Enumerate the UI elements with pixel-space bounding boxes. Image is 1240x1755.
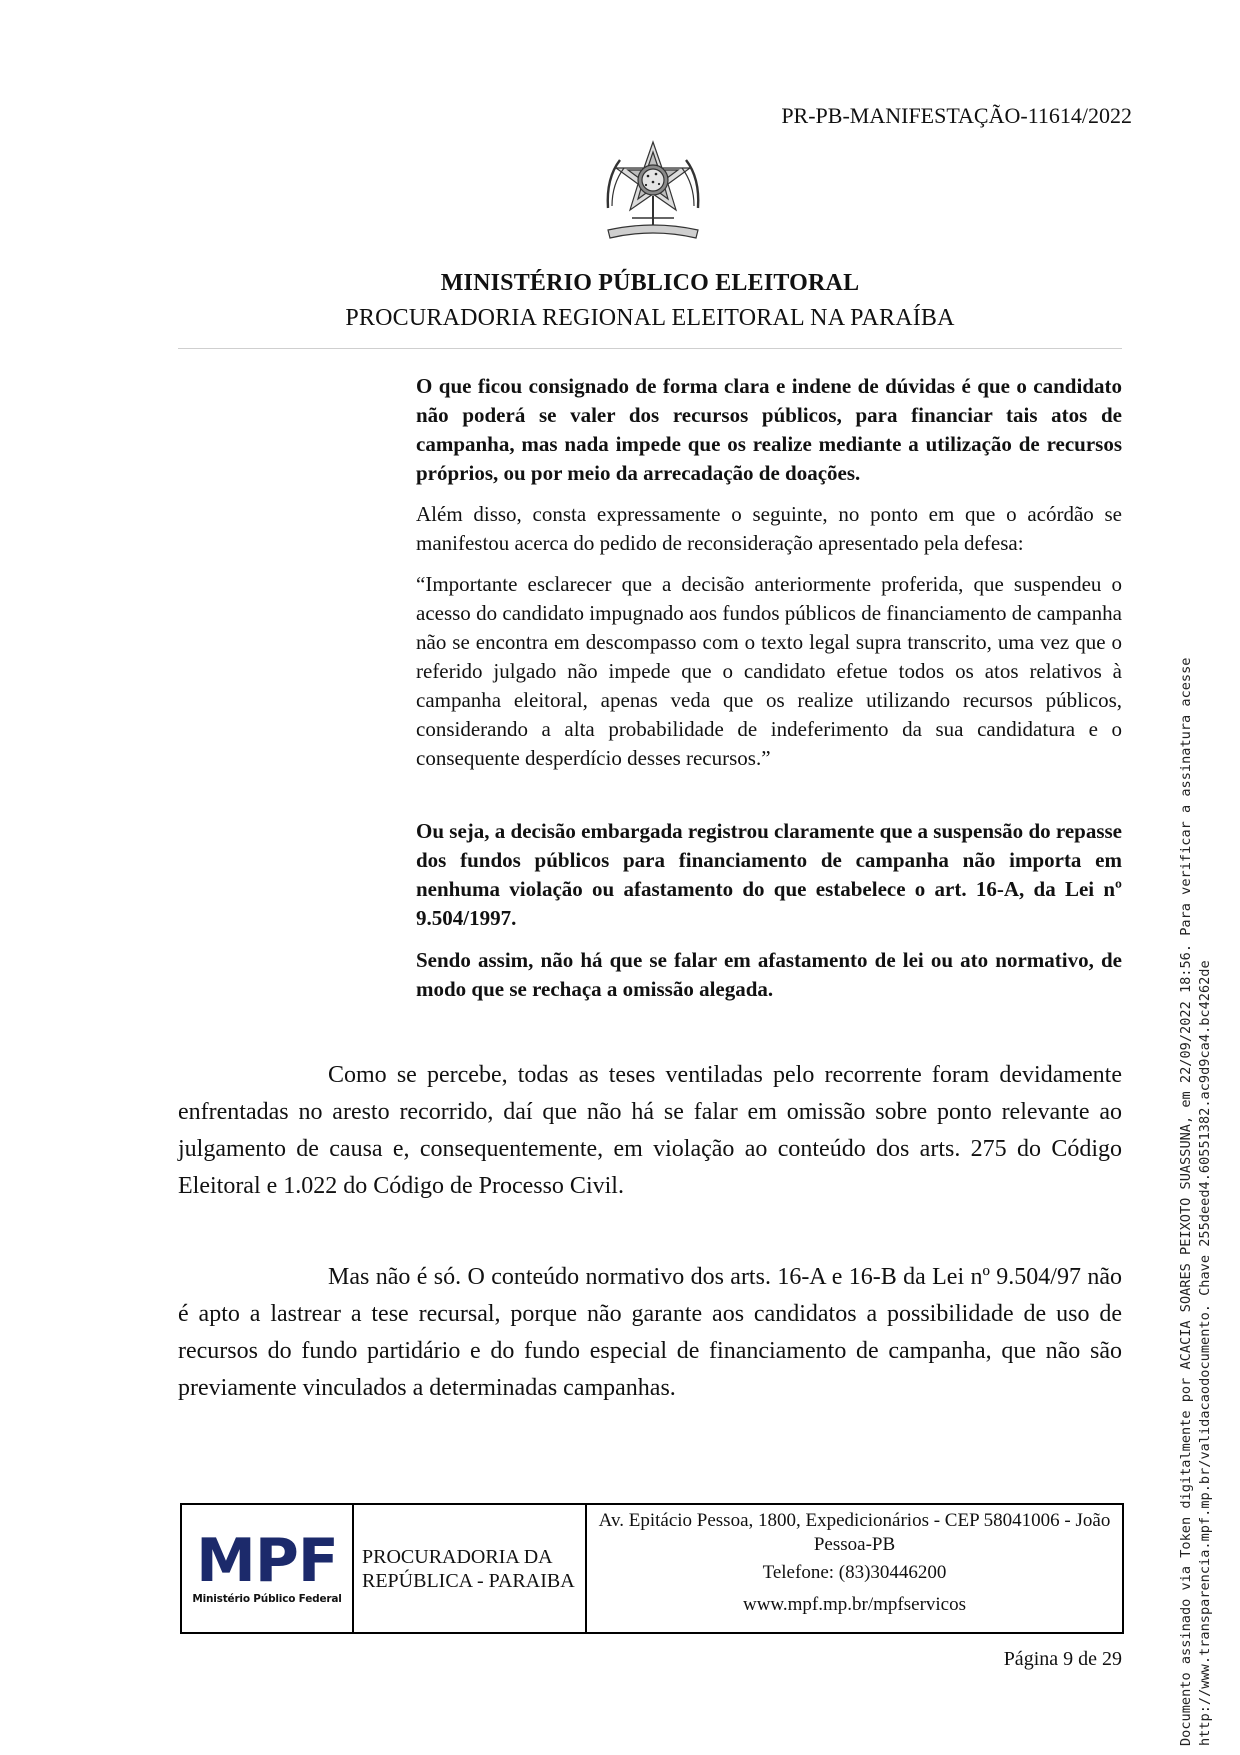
quote-paragraph: Ou seja, a decisão embargada registrou claramente que a suspensão do repasse dos fundos públicos para financiamento de campanha não importa em nenhuma violação ou afastamento do que estabelece o art. 16-A, da Lei nº 9.504/1997. [416, 819, 1122, 930]
body-paragraph: Mas não é só. O conteúdo normativo dos arts. 16-A e 16-B da Lei nº 9.504/97 não é apto a lastrear a tese recursal, porque não garante aos candidatos a possibilidade de uso de recursos do fundo partidário e do fundo especial de financiamento de campanha, que não são previamente vinculados a determinadas campanhas. [178, 1264, 1122, 1401]
body-paragraph: Como se percebe, todas as teses ventiladas pelo recorrente foram devidamente enfrentadas no aresto recorrido, daí que não há se falar em omissão sobre ponto relevante ao julgamento de causa e, consequentemente, em violação ao conteúdo dos arts. 275 do Código Eleitoral e 1.022 do Código de Processo Civil. [178, 1062, 1122, 1199]
quote-paragraph: O que ficou consignado de forma clara e indene de dúvidas é que o candidato não poderá se valer dos recursos públicos, para financiar tais atos de campanha, mas nada impede que os realize mediante a utilização de recursos próprios, ou por meio da arrecadação de doações. [416, 374, 1122, 485]
footer-phone: Telefone: (83)30446200 [762, 1562, 947, 1583]
quote-paragraph: Além disso, consta expressamente o seguinte, no ponto em que o acórdão se manifestou acerca do pedido de reconsideração apresentado pela defesa: [416, 502, 1122, 555]
footer-address: Av. Epitácio Pessoa, 1800, Expedicionários - CEP 58041006 - João Pessoa-PB [598, 1510, 1111, 1555]
header-divider [178, 348, 1122, 349]
org-subtitle: PROCURADORIA REGIONAL ELEITORAL NA PARAÍBA [345, 305, 955, 331]
footer-box [180, 1503, 1124, 1634]
coat-of-arms-emblem [598, 138, 708, 254]
footer-website: www.mpf.mp.br/mpfservicos [742, 1594, 967, 1615]
footer-unit-name: PROCURADORIA DA REPÚBLICA - PARAIBA [362, 1545, 575, 1592]
mpf-logo-caption: Ministério Público Federal [192, 1592, 342, 1605]
signature-verification-note [1177, 326, 1215, 1746]
signature-line-2: http://www.transparencia.mpf.mp.br/validacaodocumento. Chave 255deed4.60551382.ac9d9ca4.bc4262de [1197, 960, 1213, 1746]
footer-unit [354, 1505, 587, 1632]
quote-paragraph: Sendo assim, não há que se falar em afastamento de lei ou ato normativo, de modo que se rechaça a omissão alegada. [416, 948, 1122, 1001]
footer-contact [587, 1505, 1122, 1632]
mpf-logo-mark: MPF [196, 1525, 338, 1596]
document-id: PR-PB-MANIFESTAÇÃO-11614/2022 [781, 103, 1132, 128]
mpf-logo [182, 1505, 354, 1632]
org-title: MINISTÉRIO PÚBLICO ELEITORAL [440, 270, 860, 296]
page-number: Página 9 de 29 [1003, 1648, 1122, 1670]
signature-line-1: Documento assinado via Token digitalmente por ACACIA SOARES PEIXOTO SUASSUNA, em 22/09/2022 18:56. Para verificar a assinatura acesse [1178, 657, 1194, 1746]
quote-paragraph: “Importante esclarecer que a decisão anteriormente proferida, que suspendeu o acesso do candidato impugnado aos fundos públicos de financiamento de campanha não se encontra em descompasso com o texto legal supra transcrito, uma vez que o referido julgado não impede que o candidato efetue todos os atos relativos à campanha eleitoral, apenas veda que os realize utilizando recursos públicos, considerando a alta probabilidade de indeferimento da sua candidatura e o consequente desperdício desses recursos.” [416, 572, 1122, 770]
